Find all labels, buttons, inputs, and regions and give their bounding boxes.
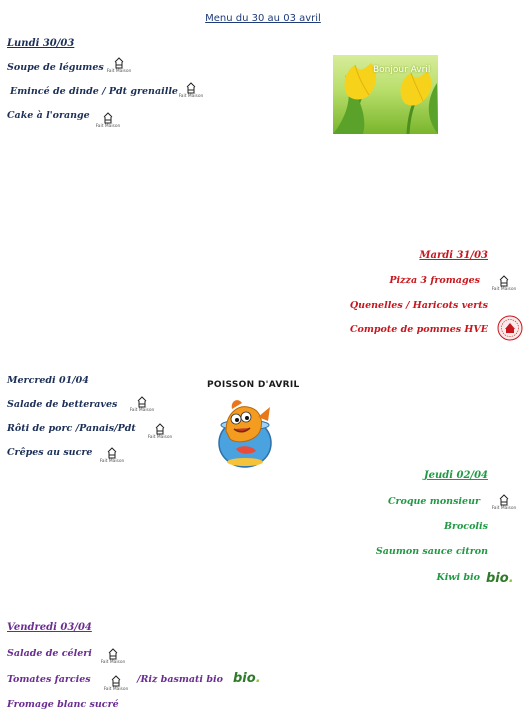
fait-maison-badge: Fait Maison	[145, 423, 175, 445]
house-icon	[109, 675, 123, 687]
dish-thursday-1: Croque monsieur	[387, 496, 480, 507]
house-icon	[135, 396, 149, 408]
fait-maison-badge: Fait Maison	[489, 494, 519, 516]
house-icon	[106, 648, 120, 660]
bio-logo: bio.	[486, 571, 514, 586]
menu-title: Menu du 30 au 03 avril	[205, 13, 321, 24]
fait-maison-badge: Fait Maison	[127, 396, 157, 418]
fait-maison-badge: Fait Maison	[101, 675, 131, 697]
dish-friday-2: Tomates farcies	[7, 674, 91, 685]
fait-maison-badge: Fait Maison	[104, 57, 134, 79]
house-icon	[112, 57, 126, 69]
dish-wednesday-1: Salade de betteraves	[7, 399, 118, 410]
house-icon	[105, 447, 119, 459]
day-monday: Lundi 30/03	[7, 38, 75, 49]
dish-tuesday-2: Quenelles / Haricots verts	[349, 300, 488, 311]
house-icon	[497, 494, 511, 506]
dish-monday-1: Soupe de légumes	[7, 62, 104, 73]
dish-thursday-4: Kiwi bio	[436, 572, 480, 583]
tulips-caption: Bonjour Avril	[373, 65, 431, 75]
fait-maison-badge: Fait Maison	[489, 275, 519, 297]
tulips-image	[333, 55, 438, 134]
fish-icon	[212, 395, 278, 471]
dish-thursday-2: Brocolis	[443, 521, 488, 532]
dish-friday-1: Salade de céleri	[7, 648, 92, 659]
fait-maison-badge: Fait Maison	[176, 82, 206, 104]
dish-friday-4: Fromage blanc sucré	[7, 699, 119, 710]
house-icon	[101, 112, 115, 124]
fait-maison-badge: Fait Maison	[93, 112, 123, 134]
fish-bowl-illustration	[212, 395, 278, 471]
dish-monday-3: Cake à l'orange	[7, 110, 90, 121]
day-wednesday: Mercredi 01/04	[7, 375, 89, 386]
day-friday: Vendredi 03/04	[7, 622, 92, 633]
house-icon	[497, 275, 511, 287]
bio-logo: bio.	[233, 671, 261, 686]
poisson-avril-title: POISSON D'AVRIL	[207, 380, 300, 390]
fait-maison-badge: Fait Maison	[97, 447, 127, 469]
dish-wednesday-3: Crêpes au sucre	[7, 447, 93, 458]
dish-wednesday-2: Rôti de porc /Panais/Pdt	[7, 423, 136, 434]
house-icon	[153, 423, 167, 435]
dish-monday-2: Emincé de dinde / Pdt grenaille	[10, 86, 178, 97]
day-thursday: Jeudi 02/04	[423, 470, 488, 481]
day-tuesday: Mardi 31/03	[419, 250, 488, 261]
dish-tuesday-1: Pizza 3 fromages	[389, 275, 480, 286]
hve-seal-icon	[497, 315, 523, 341]
dish-friday-3: /Riz basmati bio	[137, 674, 223, 685]
house-icon	[184, 82, 198, 94]
dish-tuesday-3: Compote de pommes HVE	[349, 324, 488, 335]
fait-maison-badge: Fait Maison	[98, 648, 128, 670]
dish-thursday-3: Saumon sauce citron	[375, 546, 488, 557]
